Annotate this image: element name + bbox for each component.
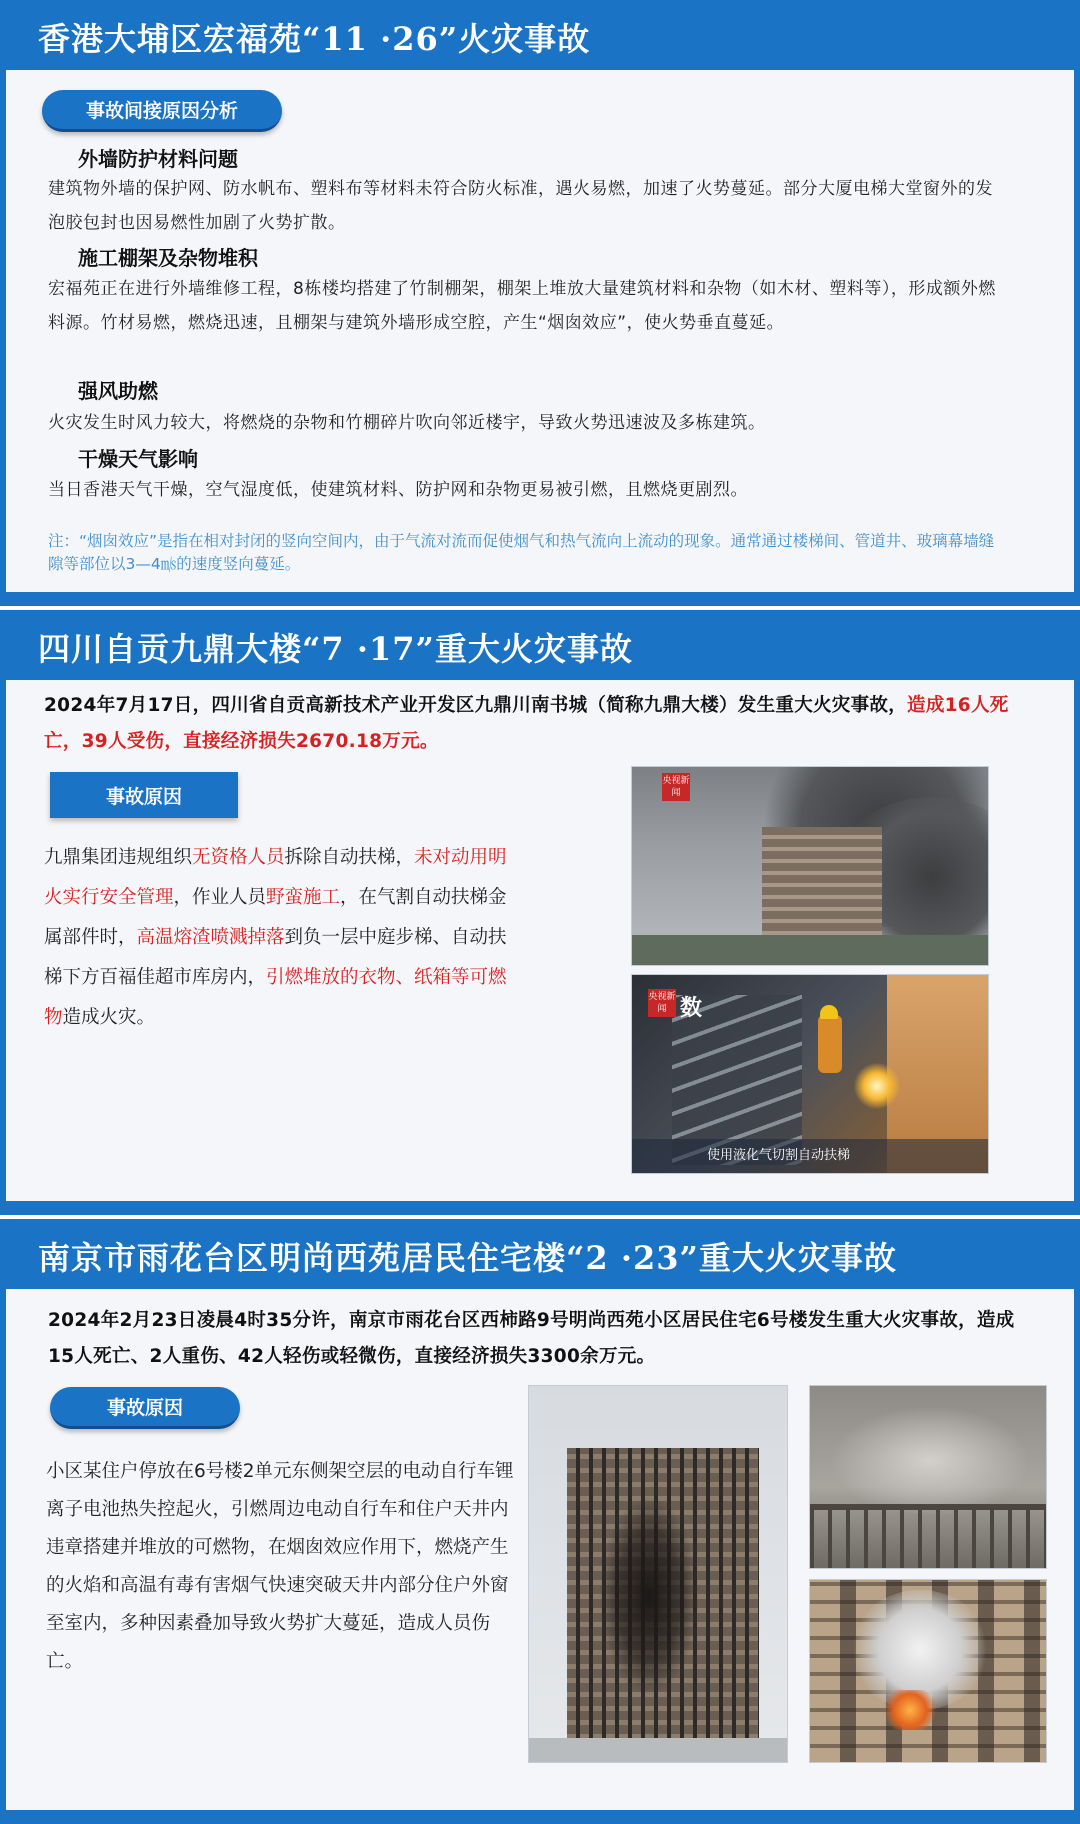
bottom-bar	[0, 1810, 1080, 1824]
cause-segment: 到负一层中庭步梯、自动扶梯下方百福佳超市库房内，	[44, 927, 507, 988]
burn-scar	[599, 1496, 699, 1696]
photo-caption: 使用液化气切割自动扶梯	[632, 1139, 988, 1173]
window-smoke-photo	[809, 1579, 1047, 1763]
cctv-news-logo: 央视新闻	[662, 773, 690, 801]
title-bar	[0, 0, 1080, 70]
cause-heading-1: 外墙防护材料问题	[78, 147, 238, 171]
corner-character: 数	[680, 996, 703, 1021]
cause-text-3: 火灾发生时风力较大，将燃烧的杂物和竹棚碎片吹向邻近楼宇，导致火势迅速波及多栋建筑。	[48, 413, 766, 433]
cause-paragraph: 小区某住户停放在6号楼2单元东侧架空层的电动自行车锂离子电池热失控起火，引燃周边电动自行车和住户天井内违章搭建并堆放的可燃物，在烟囱效应作用下，燃烧产生的火焰和高温有毒有害烟气快速突破天井内部分住户外窗至室内，多种因素叠加导致火势扩大蔓延，造成人员伤亡。	[46, 1461, 514, 1672]
slide-title: 南京市雨花台区明尚西苑居民住宅楼“2 ·23”重大火灾事故	[38, 1239, 897, 1277]
balcony-smoke-photo	[809, 1385, 1047, 1569]
section-label-cause: 事故原因	[50, 1387, 240, 1429]
cause-paragraph	[44, 838, 514, 1038]
railing-top	[810, 1504, 1046, 1510]
highlighted-cause-segment: 未对动用明火实行安全管理	[44, 847, 507, 908]
chimney-effect-note: 注：“烟囱效应”是指在相对封闭的竖向空间内，由于气流对流而促使烟气和热气流向上流动的现象。通常通过楼梯间、管道井、玻璃幕墙缝隙等部位以3—4㎧的速度竖向蔓延。	[48, 532, 995, 573]
highlighted-cause-segment: 野蛮施工	[266, 887, 341, 908]
left-edge-bar	[0, 0, 6, 606]
worker-figure	[818, 1015, 842, 1073]
cause-text-2: 宏福苑正在进行外墙维修工程，8栋楼均搭建了竹制棚架，棚架上堆放大量建筑材料和杂物（如木材、塑料等），形成额外燃料源。竹材易燃，燃烧迅速，且棚架与建筑外墙形成空腔，产生“烟囱效应”，使火势垂直蔓延。	[48, 279, 996, 333]
highlighted-cause-segment: 高温熔渣喷溅掉落	[136, 927, 285, 948]
fire-building-photo	[631, 766, 989, 966]
incident-summary	[44, 688, 1044, 760]
slide-title: 四川自贡九鼎大楼“7 ·17”重大火灾事故	[38, 630, 633, 668]
ground-trees	[632, 935, 988, 965]
burnt-tower-photo	[528, 1385, 788, 1763]
section-label-cause: 事故原因	[50, 772, 238, 818]
cctv-news-logo: 央视新闻	[648, 989, 676, 1017]
cause-text-4: 当日香港天气干燥，空气湿度低，使建筑材料、防护网和杂物更易被引燃，且燃烧更剧烈。	[48, 480, 748, 500]
cause-segment: 九鼎集团违规组织	[44, 847, 193, 868]
flames	[880, 1690, 940, 1730]
cause-segment: 造成火灾。	[62, 1007, 156, 1028]
casualty-text: 造成16人死亡，39人受伤，直接经济损失2670.18万元。	[44, 695, 1009, 752]
cause-heading-4: 干燥天气影响	[78, 447, 198, 471]
cause-segment: ，在气割自动扶梯金属部件时，	[44, 887, 507, 948]
section-label-indirect-causes: 事故间接原因分析	[42, 90, 282, 132]
left-edge-bar	[0, 610, 6, 1215]
highlighted-cause-segment: 引燃堆放的衣物、纸箱等可燃物	[44, 967, 507, 1028]
bottom-bar	[0, 592, 1080, 606]
cutting-sparks	[854, 1063, 900, 1109]
escalator-cutting-photo	[631, 974, 989, 1174]
cause-heading-3: 强风助燃	[78, 379, 158, 403]
slide-hongfuyuan	[0, 0, 1080, 606]
balcony-railing	[810, 1506, 1046, 1569]
cause-segment: 拆除自动扶梯，	[284, 847, 415, 868]
highlighted-cause-segment: 无资格人员	[192, 847, 285, 868]
cause-text-1: 建筑物外墙的保护网、防水帆布、塑料布等材料未符合防火标准，遇火易燃，加速了火势蔓延。部分大厦电梯大堂窗外的发泡胶包封也因易燃性加剧了火势扩散。	[48, 179, 993, 233]
hard-hat	[820, 1005, 838, 1019]
cause-segment: ，作业人员	[173, 887, 267, 908]
right-edge-bar	[1074, 1219, 1080, 1824]
title-bar	[0, 1219, 1080, 1289]
right-edge-bar	[1074, 610, 1080, 1215]
cause-heading-2: 施工棚架及杂物堆积	[78, 246, 258, 270]
slide-mingshang-xiyuan	[0, 1219, 1080, 1824]
title-bar	[0, 610, 1080, 680]
incident-summary: 2024年2月23日凌晨4时35分许，南京市雨花台区西柿路9号明尚西苑小区居民住宅6号楼发生重大火灾事故，造成15人死亡、2人重伤、42人轻伤或轻微伤，直接经济损失3300余万元。	[48, 1310, 1015, 1367]
ground	[529, 1738, 787, 1762]
slide-title: 香港大埔区宏福苑“11 ·26”火灾事故	[38, 20, 591, 58]
haze	[830, 1406, 1030, 1516]
right-edge-bar	[1074, 0, 1080, 606]
summary-text: 2024年7月17日，四川省自贡高新技术产业开发区九鼎川南书城（简称九鼎大楼）发生重大火灾事故，	[44, 695, 908, 716]
slide-jiuding	[0, 610, 1080, 1215]
bottom-bar	[0, 1201, 1080, 1215]
left-edge-bar	[0, 1219, 6, 1824]
